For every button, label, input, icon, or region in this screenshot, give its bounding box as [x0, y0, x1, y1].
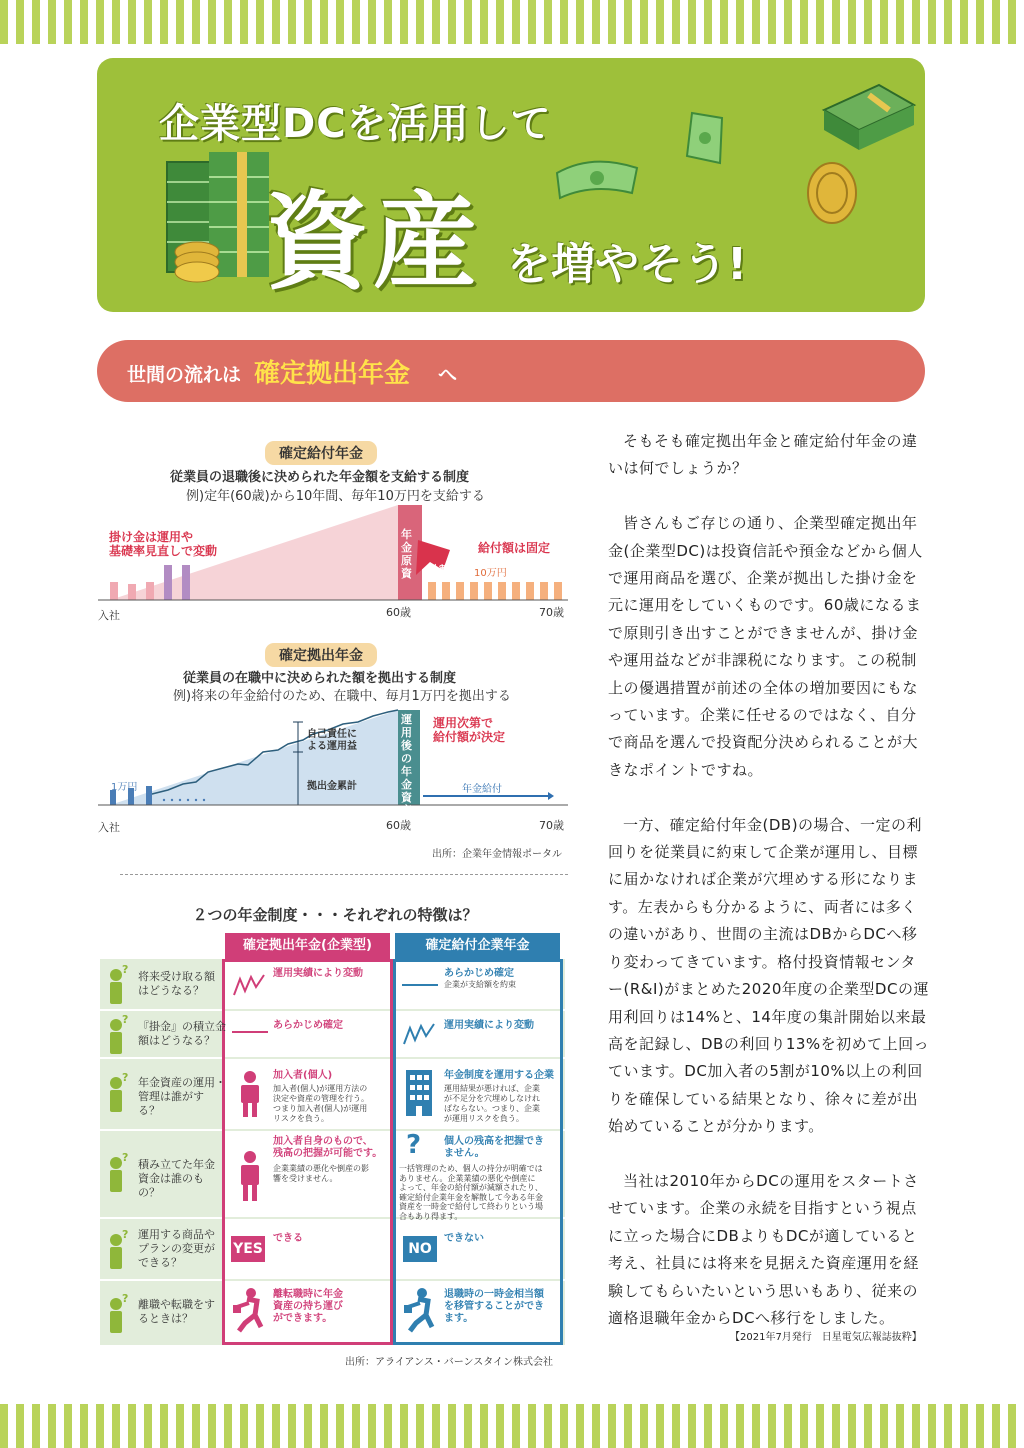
compare-head-dc: 確定拠出年金(企業型) [225, 933, 390, 959]
svg-text:?: ? [122, 1228, 129, 1241]
zigzag-icon [232, 973, 266, 997]
svg-text:?: ? [122, 1292, 129, 1305]
db-amount: 10万円 [474, 568, 507, 579]
cell-dc-sub: 加入者(個人)が運用方法の 決定や資産の管理を行う。 つまり加入者(個人)が運用 リスクを負う。 [273, 1084, 369, 1123]
cell-db-heading: 退職時の一時金相当額 を移管することができ ます。 [444, 1289, 544, 1324]
compare-question: 離職や転職をす るときは？ [138, 1298, 215, 1325]
building-icon [404, 1068, 434, 1118]
db-pillar-label: 年金原資 [401, 528, 412, 580]
dc-monthly: 1万円 [111, 782, 138, 793]
db-axis-start: 入社 [98, 609, 120, 622]
section-heading-emphasis: 確定拠出年金 [254, 359, 411, 389]
cell-dc-heading: 加入者自身のもので、 残高の把握が可能です。 [273, 1136, 383, 1159]
publication-note: 【2021年7月発行 日星電気広報誌抜粋】 [730, 1332, 922, 1343]
db-split-label: 分割 [429, 565, 449, 576]
dc-gain-label: 自己責任に よる運用益 [307, 729, 357, 752]
cell-db-sub: 一括管理のため、個人の持分が明確では ありません。企業業績の悪化や倒産に よって、年金の給付額が減額されたり、 確定給付企業年金を解散して今ある年金 資産を一時金で給付して終わりという場 合もあり得ます。 [399, 1164, 543, 1221]
article-paragraph: 皆さんもご存じの通り、企業型確定拠出年金(企業型DC)は投資信託や預金などから個人で運用商品を選び、企業が拠出した掛け金を元に運用をしていくものです。60歳になるまで原則引き出すことができませんが、掛け金や運用益などが非課税になります。この税制上の優遇措置が前述の全体の増加要因にもなっています。企業に任せるのではなく、自分で商品を選んで投資配分決められることが大きなポイントですね。 [608, 514, 923, 779]
gold-coin-icon [802, 158, 862, 228]
compare-question: 運用する商品や プランの変更が できる？ [138, 1228, 215, 1269]
dc-axis-end: 70歳 [539, 819, 564, 832]
question-person-icon [106, 1013, 132, 1055]
article-paragraph: そもそも確定拠出年金と確定給付年金の違いは何でしょうか？ [608, 432, 918, 478]
banner-headline-3: を増やそう! [507, 239, 748, 290]
compare-question: 積み立てた年金 資金は誰のも の？ [138, 1158, 215, 1199]
money-stack-illustration [157, 142, 277, 292]
db-note-right: 給付額は固定 [478, 541, 551, 555]
person-icon [238, 1070, 262, 1118]
svg-text:?: ? [122, 1071, 129, 1084]
cell-db-heading: できない [444, 1233, 484, 1244]
flat-line-icon [232, 1030, 268, 1034]
db-axis-end: 70歳 [539, 606, 564, 619]
compare-question: 将来受け取る額 はどうなる？ [138, 970, 215, 997]
section-heading-post: へ [438, 364, 458, 386]
article-paragraph: 当社は2010年からDCの運用をスタートさせています。企業の永続を目指すという視点に立った場合にDBよりもDCが適していると考え、社員には将来を見据えた資産運用を経験してもらいたいという思いもあり、従来の適格退職年金からDCへ移行をしました。 [608, 1171, 919, 1327]
flat-line-icon [402, 983, 438, 987]
person-icon [238, 1150, 262, 1202]
dc-note-right: 運用次第で 給付額が決定 [433, 716, 506, 744]
zigzag-icon [402, 1022, 436, 1046]
db-chart-tag: 確定給付年金 [265, 441, 377, 465]
dc-axis-mid: 60歳 [386, 819, 411, 832]
db-chart-desc: 従業員の退職後に決められた年金額を支給する制度 [170, 470, 470, 485]
compare-question: 『掛金』の積立金 額はどうなる？ [138, 1020, 226, 1047]
banner-headline-1: 企業型DCを活用して [159, 101, 552, 147]
dc-payout: 年金給付 [462, 784, 502, 795]
hero-banner [97, 58, 925, 312]
cell-dc-heading: できる [273, 1233, 303, 1244]
dc-axis-start: 入社 [98, 821, 120, 834]
dc-chart-tag: 確定拠出年金 [265, 643, 377, 667]
dc-pillar-label: 運用後の年金資産 [401, 713, 412, 817]
article-paragraph: 一方、確定給付年金(DB)の場合、一定の利回りを従業員に約束して企業が運用し、目標に届かなければ企業が穴埋めする形になります。左表からも分かるように、両者には多くの違いがあり、世間の主流はDBからDCへ移り変わってきています。格付投資情報センター(R&I)がまとめた2020年度の企業型DCの運用利回りは14%と、14年度の集計開始以来最高を記録し、DBの利回り13%を初めて上回っています。DC加入者の5割が10%以上の利回りを確保している結果となり、徐々に差が出始めていることが分かります。 [608, 815, 930, 1136]
dc-cumulative-label: 拠出金累計 [307, 781, 357, 792]
bottom-stripe-border [0, 1404, 1024, 1448]
svg-text:?: ? [122, 1013, 129, 1026]
dc-chart-desc: 従業員の在職中に決められた額を拠出する制度 [183, 671, 457, 686]
question-person-icon [106, 1151, 132, 1193]
db-axis-mid: 60歳 [386, 606, 411, 619]
question-person-icon [106, 1292, 132, 1334]
cell-db-heading: 運用実績により変動 [444, 1020, 534, 1031]
compare-source: 出所：アライアンス・バーンスタイン株式会社 [345, 1357, 553, 1368]
question-person-icon [106, 1071, 132, 1113]
banner-headline-2: 資産 [265, 181, 482, 303]
cell-dc-sub: 企業業績の悪化や倒産の影 響を受けません。 [273, 1164, 369, 1183]
cell-db-sub: 企業が支給額を約束 [444, 980, 516, 989]
cell-dc-heading: 加入者(個人) [273, 1070, 333, 1081]
flying-bill-illustration [552, 153, 642, 203]
section-heading-pre: 世間の流れは [127, 364, 242, 386]
article-body [608, 428, 930, 1360]
dc-chart-source: 出所：企業年金情報ポータル [432, 849, 562, 860]
cell-dc-heading: あらかじめ確定 [273, 1020, 343, 1031]
money-stack-right-illustration [819, 70, 919, 160]
question-mark-icon: ? [406, 1130, 422, 1160]
cell-db-heading: 個人の残高を把握でき ません。 [444, 1136, 544, 1159]
question-person-icon [106, 1228, 132, 1270]
no-badge: NO [403, 1236, 437, 1262]
svg-text:?: ? [122, 963, 129, 976]
cell-db-heading: あらかじめ確定 [444, 968, 514, 979]
db-note-left: 掛け金は運用や 基礎率見直しで変動 [109, 530, 218, 558]
section-heading [97, 340, 925, 402]
yes-badge: YES [231, 1236, 265, 1262]
compare-head-db: 確定給付企業年金 [395, 933, 560, 959]
question-person-icon [106, 963, 132, 1005]
cell-dc-heading: 離転職時に年金 資産の持ち運び ができます。 [273, 1289, 343, 1324]
cell-db-sub: 運用結果が悪ければ、企業 が不足分を穴埋めしなけれ ばならない。つまり、企業 が運用リスクを負う。 [444, 1084, 540, 1123]
running-person-icon [231, 1287, 265, 1333]
section-divider [120, 874, 568, 875]
svg-text:?: ? [122, 1151, 129, 1164]
flying-bill-illustration-2 [682, 108, 732, 168]
dc-chart-example: 例)将来の年金給付のため、在職中、毎月1万円を拠出する [173, 689, 511, 704]
running-person-icon [402, 1287, 436, 1333]
compare-title: ２つの年金制度・・・それぞれの特徴は？ [192, 906, 478, 924]
cell-db-heading: 年金制度を運用する企業 [444, 1070, 554, 1081]
db-chart-example: 例)定年(60歳)から10年間、毎年10万円を支給する [186, 489, 485, 504]
cell-dc-heading: 運用実績により変動 [273, 968, 363, 979]
top-stripe-border [0, 0, 1024, 44]
db-chart-graphic [98, 500, 573, 625]
compare-question: 年金資産の運用・ 管理は誰がす る？ [138, 1076, 226, 1117]
